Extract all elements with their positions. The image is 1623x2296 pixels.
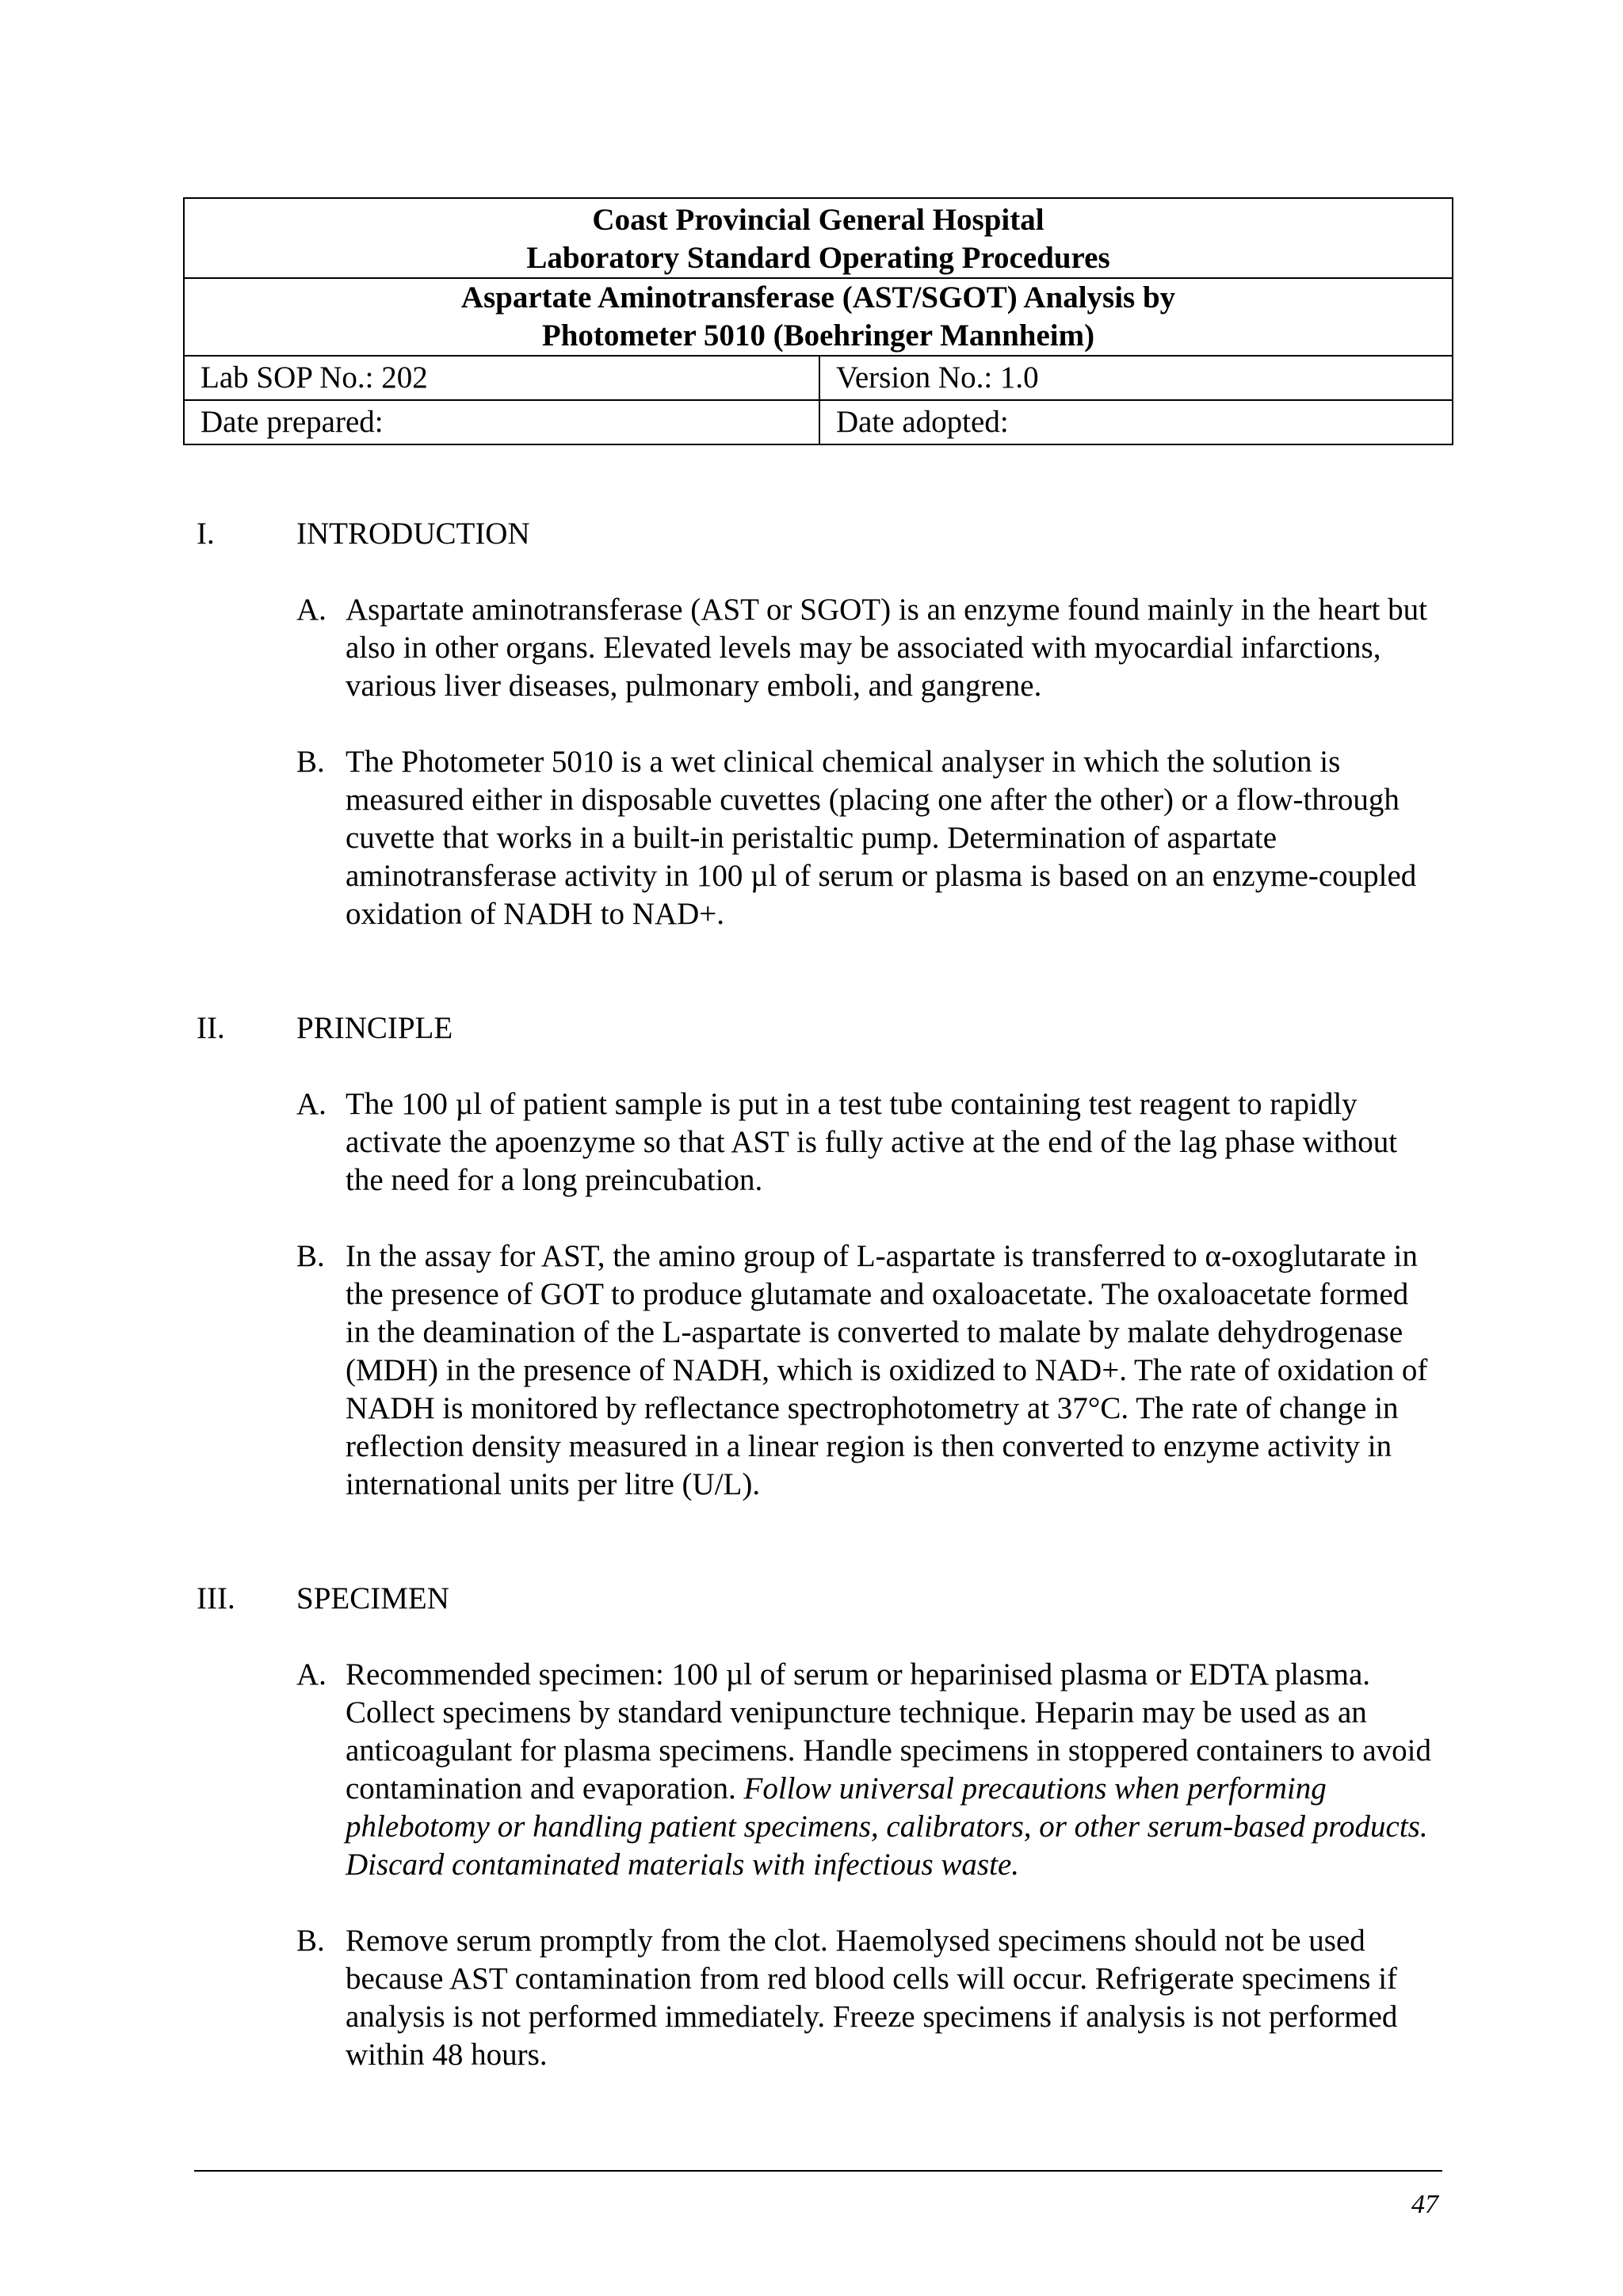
section-specimen [197,1580,1465,1618]
item-text: In the assay for AST, the amino group of L-aspartate is transferred to α-oxoglutarate in the presence of GOT to produce glutamate and oxaloacetate. The oxaloacetate formed in the deamination of the L-aspartate is converted to malate by malate dehydrogenase (MDH) in the presence of NADH, which is oxidized to NAD+. The rate of oxidation of NADH is monitored by reflectance spectrophotometry at 37°C. The rate of change in reflection density measured in a linear region is then converted to enzyme activity in international units per litre (U/L). [346,1239,1428,1501]
procedure-title-cell [184,278,1453,356]
version-number-cell [819,356,1453,400]
section-title: PRINCIPLE [296,1011,453,1045]
list-item [296,591,1465,705]
sop-number-cell [184,356,819,400]
item-text: The Photometer 5010 is a wet clinical chemical analyser in which the solution is measured either in disposable cuvettes (placing one after the other) or a flow-through cuvette that works in a built-in peristaltic pump. Determination of aspartate aminotransferase activity in 100 µl of serum or plasma is based on an enzyme-coupled oxidation of NADH to NAD+. [346,745,1417,931]
list-item [296,1085,1465,1199]
list-item [296,1922,1465,2074]
page-number: 47 [1411,2190,1438,2219]
item-letter: A. [296,1657,327,1691]
item-text: The 100 µl of patient sample is put in a test tube containing test reagent to rapidly activate the apoenzyme so that AST is fully active at the end of the lag phase without the need for a long preincubation. [346,1087,1398,1197]
section-title: SPECIMEN [296,1581,449,1615]
item-letter: A. [296,1087,327,1121]
version-number: Version No.: 1.0 [836,360,1039,395]
item-text-regular: Recommended specimen: 100 µl of serum or heparinised plasma or EDTA plasma. Collect specimens by standard venipuncture technique. Heparin may be used as an anticoagulant for plasma specimens. Handle specimens in stoppered containers to avoid contamination and evaporation. [346,1657,1432,1806]
section-principle [197,1009,1465,1047]
procedure-title-line1: Aspartate Aminotransferase (AST/SGOT) Analysis by [460,280,1176,315]
list-item [296,743,1465,933]
list-item [296,1656,1465,1884]
item-text-italic: Follow universal precautions when performing phlebotomy or handling patient specimens, calibrators, or other serum-based products. Discard contaminated materials with infectious waste. [346,1772,1428,1882]
item-letter: A. [296,593,327,627]
document-body [197,515,1465,2074]
hospital-name: Coast Provincial General Hospital [592,202,1044,237]
date-adopted: Date adopted: [836,405,1009,439]
list-item [296,1238,1465,1504]
section-number: III. [197,1581,235,1615]
section-introduction [197,515,1465,553]
section-number: I. [197,517,215,551]
item-letter: B. [296,745,325,779]
date-prepared: Date prepared: [200,405,384,439]
procedure-title-line2: Photometer 5010 (Boehringer Mannheim) [541,318,1095,353]
item-letter: B. [296,1239,325,1273]
date-prepared-cell [184,400,819,444]
sop-number: Lab SOP No.: 202 [200,360,428,395]
footer-divider [194,2170,1442,2172]
section-number: II. [197,1011,225,1045]
item-text [346,1656,1435,1884]
section-title: INTRODUCTION [296,517,530,551]
item-text: Remove serum promptly from the clot. Haemolysed specimens should not be used because AST contamination from red blood cells will occur. Refrigerate specimens if analysis is not performed immediately. Freeze specimens if analysis is not performed within 48 hours. [346,1924,1398,2072]
date-adopted-cell [819,400,1453,444]
item-text: Aspartate aminotransferase (AST or SGOT) is an enzyme found mainly in the heart but also in other organs. Elevated levels may be associated with myocardial infarctions, various liver diseases, pulmonary emboli, and gangrene. [346,593,1427,703]
item-letter: B. [296,1924,325,1958]
header-title-cell [184,198,1453,278]
sop-header-table [183,197,1453,445]
sop-subtitle: Laboratory Standard Operating Procedures [526,240,1110,275]
